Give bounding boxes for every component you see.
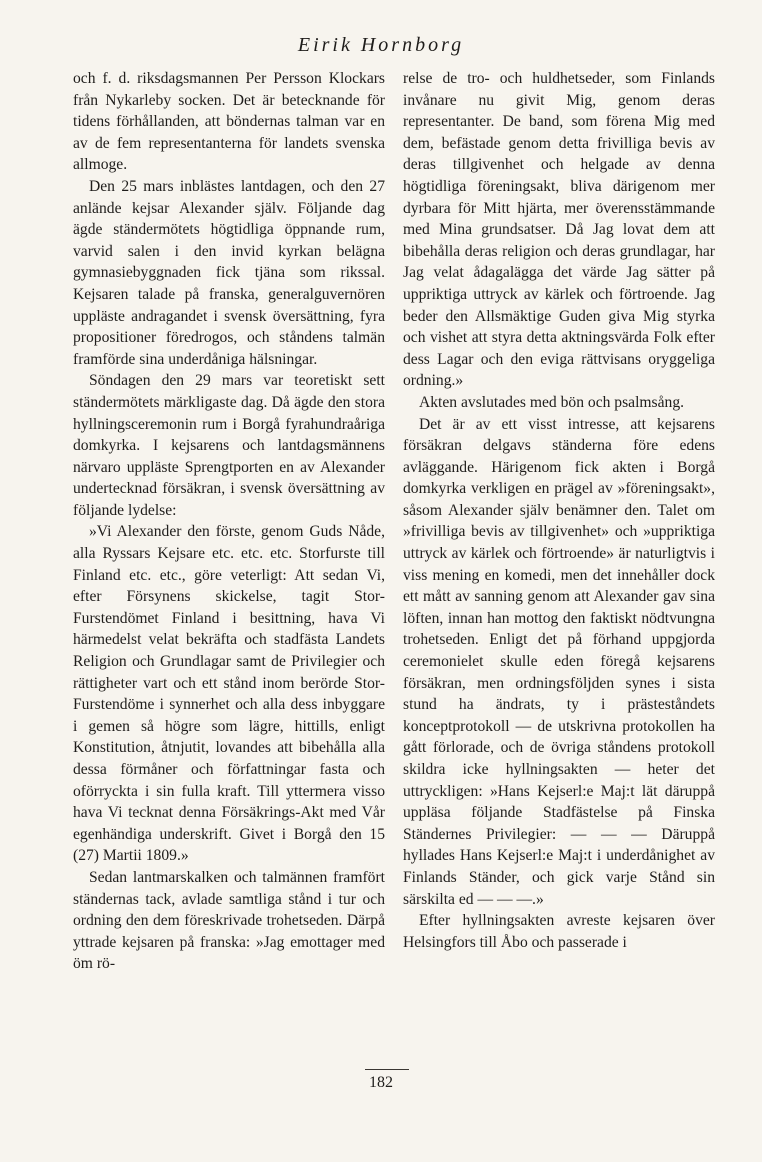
running-title: Eirik Hornborg [297,34,465,56]
paragraph: relse de tro- och huldhetseder, som Finlands invånare nu givit Mig, genom deras representanter. De band, som förena Mig med dem, befästade genom detta frivilliga bevis av deras tillgivenhet och helgade av denna högtidliga föreningsakt, bliva därigenom mer dyrbara för Mitt hjärta, mer överensstämmande med Mina grundsatser. Då Jag lovat dem att bibehålla deras religion och deras grundlagar, har Jag velat ådagalägga det värde Jag sätter på uppriktiga uttryck av kärlek och förtroende. Jag beder den Allsmäktige Guden giva Mig styrka och vishet att styra detta aktningsvärda Folk efter dess Lagar och den eviga rättvisans oryggeliga ordning.» [403,70,715,390]
paragraph: Efter hyllningsakten avreste kejsaren över Helsingfors till Åbo och passerade i [403,912,715,951]
paragraph: Söndagen den 29 mars var teoretiskt sett ständermötets märkligaste dag. Då ägde den stora hyllningsceremonin rum i Borgå fyrahundraåriga domkyrka. I kejsarens och lantdagsmännens närvaro uppläste Sprengtporten en av Alexander undertecknad försäkran, i svensk översättning av följande lydelse: [73,372,385,519]
right-column [403,68,715,953]
paragraph: Det är av ett visst intresse, att kejsarens försäkran delgavs ständerna före edens avläggande. Härigenom fick akten i Borgå domkyrka verkligen en prägel av »föreningsakt», såsom Alexander själv benämner den. Talet om »frivilliga bevis av tillgivenhet» och »uppriktiga uttryck av kärlek och förtroende» är naturligtvis i viss mening en komedi, men det innehåller dock ett mått av sanning genom att Alexander gav sina löften, innan han mottog den faktiskt nödtvungna trohetseden. Enligt det på förhand uppgjorda ceremonielet skulle eden föregå kejsarens försäkran, men ordningsföljden synes i sista stund ha ändrats, ty i prästeståndets konceptprotokoll — de utskrivna protokollen ha gått förlorade, och de övriga ståndens protokoll skildra icke hyllningsakten — heter det uttryckligen: »Hans Kejserl:e Maj:t lät däruppå uppläsa följande Stadfästelse på Finska Ständernes Privilegier: — — — Däruppå hyllades Hans Kejserl:e Maj:t i underdånighet av Finlands Ständer, och gick varje Stånd sin särskilta ed — — —.» [403,415,715,908]
paragraph: och f. d. riksdagsmannen Per Persson Klockars från Nykarleby socken. Det är betecknande för tidens förhållanden, att böndernas talman var en av de fem representanterna för landets svenska allmoge. [73,70,385,174]
page-number-rule [365,1069,409,1070]
paragraph: Akten avslutades med bön och psalmsång. [419,393,685,411]
paragraph: »Vi Alexander den förste, genom Guds Nåde, alla Ryssars Kejsare etc. etc. etc. Storfurste till Finland etc. etc., göre veterligt: Att sedan Vi, efter Försynens skickelse, tagit Stor-Furstendömet Finland i besittning, hava Vi härmedelst velat bekräfta och stadfästa Landets Religion och Grundlagar samt de Privilegier och rättigheter vart och ett stånd inom berörde Stor-Furstendöme i synnerhet och alla dess inbyggare i gemen så högre som lägre, hittills, enligt Konstitution, åtnjutit, lovandes att bibehålla alla dessa förmåner och författningar fasta och oförryckta i sin fulla kraft. Till yttermera visso hava Vi tecknat denna Försäkrings-Akt med Vår egenhändiga underskrift. Givet i Borgå den 15 (27) Martii 1809.» [73,523,385,865]
page-number: 182 [369,1074,393,1091]
left-column [73,68,385,975]
paragraph: Den 25 mars inblästes lantdagen, och den 27 anlände kejsar Alexander själv. Följande dag ägde ständermötets högtidliga öppnande rum, varvid salen i den invid kyrkan belägna gymnasiebyggnaden fick tjäna som rikssal. Kejsaren talade på franska, generalguvernören uppläste andragandet i svensk översättning, fyra propositioner föredrogos, och ståndens talmän framförde sina underdåniga hälsningar. [73,177,385,368]
paragraph: Sedan lantmarskalken och talmännen framfört ständernas tack, avlade samtliga stånd i tur och ordning den dem föreskrivade trohetseden. Därpå yttrade kejsaren på franska: »Jag emottager med öm rö- [73,868,385,973]
